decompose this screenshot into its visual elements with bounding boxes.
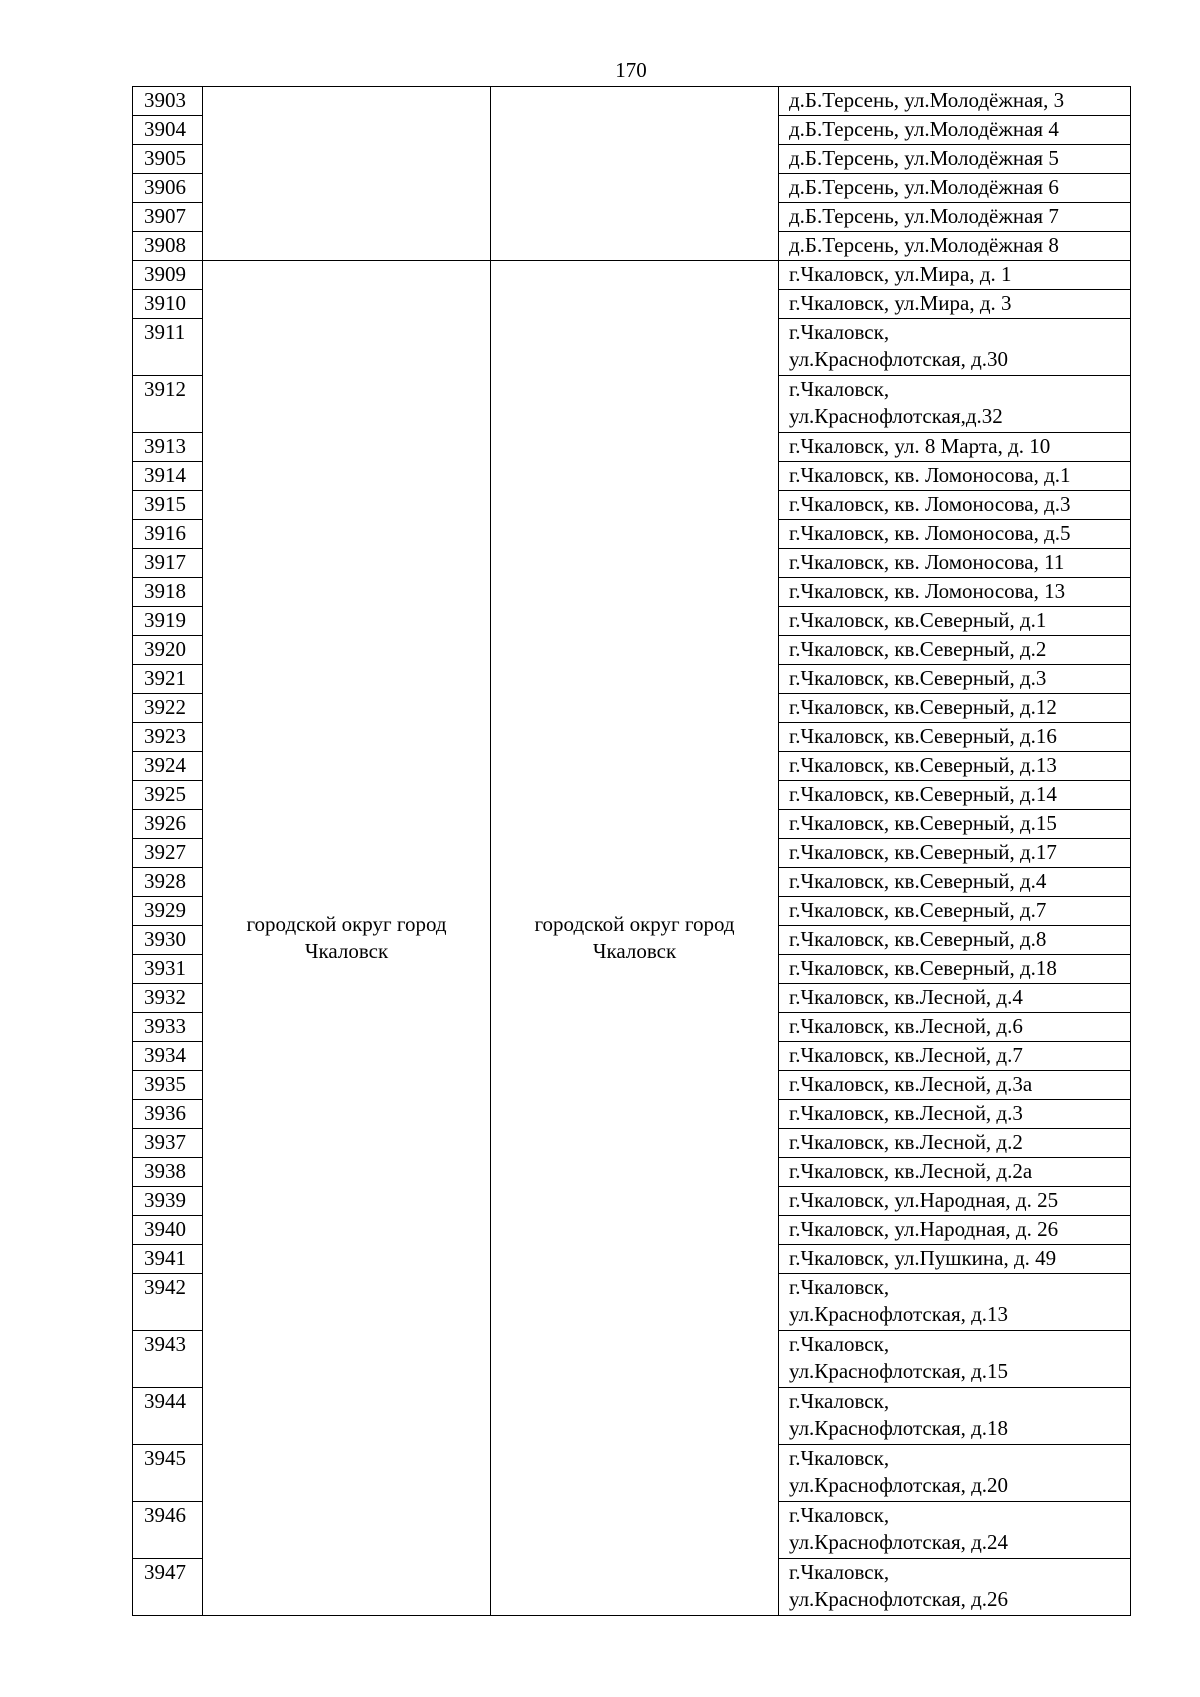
address-cell xyxy=(779,694,1131,723)
address-cell xyxy=(779,145,1131,174)
address-line: г.Чкаловск, кв.Северный, д.8 xyxy=(789,927,1047,951)
address-cell xyxy=(779,984,1131,1013)
row-number: 3924 xyxy=(133,752,203,781)
address-line: ул.Краснофлотская,д.32 xyxy=(789,404,1003,428)
address-line: г.Чкаловск, ул.Народная, д. 25 xyxy=(789,1188,1059,1212)
row-number: 3920 xyxy=(133,636,203,665)
address-line: д.Б.Терсень, ул.Молодёжная 6 xyxy=(789,175,1059,199)
row-number: 3929 xyxy=(133,897,203,926)
address-table-body xyxy=(133,87,1131,1616)
address-cell xyxy=(779,1100,1131,1129)
row-number: 3905 xyxy=(133,145,203,174)
address-cell xyxy=(779,1502,1131,1559)
address-line: г.Чкаловск, ул. 8 Марта, д. 10 xyxy=(789,434,1051,458)
row-number: 3937 xyxy=(133,1129,203,1158)
address-cell xyxy=(779,752,1131,781)
address-cell xyxy=(779,376,1131,433)
row-number: 3908 xyxy=(133,232,203,261)
municipality-cell: городской округ город Чкаловск xyxy=(491,261,779,1616)
address-cell xyxy=(779,491,1131,520)
address-cell xyxy=(779,1445,1131,1502)
address-line: ул.Краснофлотская, д.13 xyxy=(789,1302,1009,1326)
address-line: г.Чкаловск, xyxy=(789,1332,890,1356)
address-line: г.Чкаловск, xyxy=(789,377,890,401)
address-line: г.Чкаловск, кв.Северный, д.3 xyxy=(789,666,1047,690)
address-line: г.Чкаловск, xyxy=(789,1446,890,1470)
address-cell xyxy=(779,232,1131,261)
address-cell xyxy=(779,1187,1131,1216)
address-cell xyxy=(779,319,1131,376)
address-line: г.Чкаловск, кв.Северный, д.17 xyxy=(789,840,1057,864)
address-line: г.Чкаловск, кв.Лесной, д.4 xyxy=(789,985,1023,1009)
address-line: г.Чкаловск, кв.Лесной, д.3а xyxy=(789,1072,1033,1096)
address-cell xyxy=(779,955,1131,984)
address-line: ул.Краснофлотская, д.24 xyxy=(789,1530,1009,1554)
address-line: г.Чкаловск, кв. Ломоносова, 11 xyxy=(789,550,1065,574)
address-cell xyxy=(779,87,1131,116)
address-line: г.Чкаловск, кв.Северный, д.1 xyxy=(789,608,1047,632)
address-cell xyxy=(779,1559,1131,1616)
address-line: д.Б.Терсень, ул.Молодёжная 7 xyxy=(789,204,1059,228)
address-cell xyxy=(779,636,1131,665)
address-line: ул.Краснофлотская, д.30 xyxy=(789,347,1009,371)
row-number: 3941 xyxy=(133,1245,203,1274)
row-number: 3946 xyxy=(133,1502,203,1559)
row-number: 3940 xyxy=(133,1216,203,1245)
address-line: г.Чкаловск, xyxy=(789,1389,890,1413)
address-cell xyxy=(779,520,1131,549)
row-number: 3925 xyxy=(133,781,203,810)
address-cell xyxy=(779,607,1131,636)
address-line: г.Чкаловск, кв. Ломоносова, д.1 xyxy=(789,463,1071,487)
address-cell xyxy=(779,897,1131,926)
row-number: 3927 xyxy=(133,839,203,868)
district-cell: городской округ город Чкаловск xyxy=(203,261,491,1616)
row-number: 3909 xyxy=(133,261,203,290)
address-cell xyxy=(779,1071,1131,1100)
address-line: г.Чкаловск, ул.Пушкина, д. 49 xyxy=(789,1246,1057,1270)
address-cell xyxy=(779,868,1131,897)
address-line: г.Чкаловск, кв.Северный, д.18 xyxy=(789,956,1057,980)
page-number: 170 xyxy=(615,58,647,82)
row-number: 3919 xyxy=(133,607,203,636)
address-cell xyxy=(779,1245,1131,1274)
row-number: 3938 xyxy=(133,1158,203,1187)
address-line: г.Чкаловск, кв.Северный, д.7 xyxy=(789,898,1047,922)
table-row xyxy=(133,261,1131,290)
address-cell xyxy=(779,781,1131,810)
address-line: г.Чкаловск, кв.Северный, д.12 xyxy=(789,695,1057,719)
address-cell xyxy=(779,549,1131,578)
row-number: 3947 xyxy=(133,1559,203,1616)
address-cell xyxy=(779,462,1131,491)
address-line: г.Чкаловск, xyxy=(789,1275,890,1299)
address-cell xyxy=(779,290,1131,319)
address-cell xyxy=(779,926,1131,955)
address-line: ул.Краснофлотская, д.15 xyxy=(789,1359,1009,1383)
row-number: 3907 xyxy=(133,203,203,232)
address-cell xyxy=(779,810,1131,839)
address-line: г.Чкаловск, ул.Мира, д. 1 xyxy=(789,262,1012,286)
address-cell xyxy=(779,433,1131,462)
address-line: г.Чкаловск, ул.Мира, д. 3 xyxy=(789,291,1012,315)
address-cell xyxy=(779,174,1131,203)
address-cell xyxy=(779,1274,1131,1331)
row-number: 3935 xyxy=(133,1071,203,1100)
address-cell xyxy=(779,1013,1131,1042)
address-line: г.Чкаловск, xyxy=(789,320,890,344)
row-number: 3930 xyxy=(133,926,203,955)
row-number: 3910 xyxy=(133,290,203,319)
row-number: 3913 xyxy=(133,433,203,462)
address-line: г.Чкаловск, кв.Северный, д.2 xyxy=(789,637,1047,661)
row-number: 3914 xyxy=(133,462,203,491)
address-line: г.Чкаловск, кв. Ломоносова, 13 xyxy=(789,579,1066,603)
address-cell xyxy=(779,1158,1131,1187)
address-line: г.Чкаловск, кв.Лесной, д.6 xyxy=(789,1014,1023,1038)
row-number: 3911 xyxy=(133,319,203,376)
address-line: г.Чкаловск, кв. Ломоносова, д.5 xyxy=(789,521,1071,545)
row-number: 3912 xyxy=(133,376,203,433)
row-number: 3904 xyxy=(133,116,203,145)
row-number: 3922 xyxy=(133,694,203,723)
address-line: г.Чкаловск, кв.Северный, д.13 xyxy=(789,753,1057,777)
row-number: 3944 xyxy=(133,1388,203,1445)
address-line: г.Чкаловск, кв.Лесной, д.2а xyxy=(789,1159,1033,1183)
address-line: г.Чкаловск, xyxy=(789,1560,890,1584)
address-line: г.Чкаловск, кв.Лесной, д.2 xyxy=(789,1130,1023,1154)
address-cell xyxy=(779,723,1131,752)
address-line: г.Чкаловск, кв.Северный, д.16 xyxy=(789,724,1057,748)
row-number: 3921 xyxy=(133,665,203,694)
address-table xyxy=(132,86,1131,1616)
address-line: д.Б.Терсень, ул.Молодёжная, 3 xyxy=(789,88,1065,112)
row-number: 3934 xyxy=(133,1042,203,1071)
address-line: г.Чкаловск, xyxy=(789,1503,890,1527)
municipality-cell xyxy=(491,87,779,261)
address-cell xyxy=(779,665,1131,694)
district-cell xyxy=(203,87,491,261)
address-cell xyxy=(779,839,1131,868)
row-number: 3933 xyxy=(133,1013,203,1042)
address-cell xyxy=(779,1216,1131,1245)
row-number: 3943 xyxy=(133,1331,203,1388)
row-number: 3915 xyxy=(133,491,203,520)
row-number: 3928 xyxy=(133,868,203,897)
row-number: 3945 xyxy=(133,1445,203,1502)
row-number: 3906 xyxy=(133,174,203,203)
address-cell xyxy=(779,1388,1131,1445)
row-number: 3942 xyxy=(133,1274,203,1331)
row-number: 3932 xyxy=(133,984,203,1013)
address-line: ул.Краснофлотская, д.26 xyxy=(789,1587,1009,1611)
row-number: 3916 xyxy=(133,520,203,549)
address-cell xyxy=(779,1042,1131,1071)
address-line: д.Б.Терсень, ул.Молодёжная 8 xyxy=(789,233,1059,257)
address-line: д.Б.Терсень, ул.Молодёжная 4 xyxy=(789,117,1059,141)
address-cell xyxy=(779,1129,1131,1158)
address-line: г.Чкаловск, кв.Северный, д.15 xyxy=(789,811,1057,835)
row-number: 3918 xyxy=(133,578,203,607)
address-line: г.Чкаловск, кв. Ломоносова, д.3 xyxy=(789,492,1071,516)
address-cell xyxy=(779,1331,1131,1388)
table-row xyxy=(133,87,1131,116)
row-number: 3903 xyxy=(133,87,203,116)
address-line: г.Чкаловск, кв.Лесной, д.7 xyxy=(789,1043,1023,1067)
address-line: г.Чкаловск, кв.Северный, д.14 xyxy=(789,782,1057,806)
address-cell xyxy=(779,203,1131,232)
row-number: 3936 xyxy=(133,1100,203,1129)
address-line: ул.Краснофлотская, д.18 xyxy=(789,1416,1009,1440)
address-cell xyxy=(779,261,1131,290)
row-number: 3926 xyxy=(133,810,203,839)
row-number: 3923 xyxy=(133,723,203,752)
address-line: г.Чкаловск, ул.Народная, д. 26 xyxy=(789,1217,1059,1241)
row-number: 3939 xyxy=(133,1187,203,1216)
address-line: д.Б.Терсень, ул.Молодёжная 5 xyxy=(789,146,1059,170)
address-line: г.Чкаловск, кв.Северный, д.4 xyxy=(789,869,1047,893)
address-cell xyxy=(779,578,1131,607)
address-cell xyxy=(779,116,1131,145)
address-line: г.Чкаловск, кв.Лесной, д.3 xyxy=(789,1101,1023,1125)
address-line: ул.Краснофлотская, д.20 xyxy=(789,1473,1009,1497)
row-number: 3931 xyxy=(133,955,203,984)
row-number: 3917 xyxy=(133,549,203,578)
